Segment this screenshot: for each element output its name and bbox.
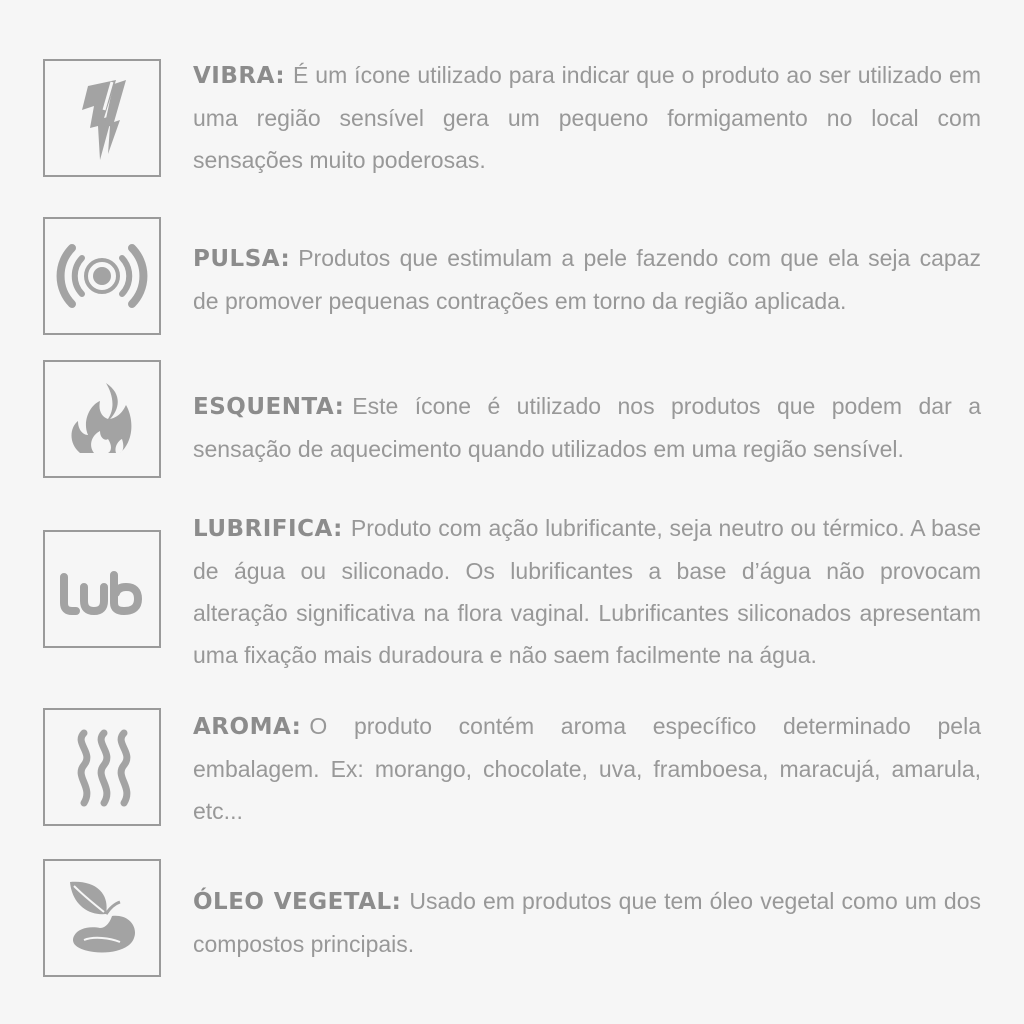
feature-label: VIBRA: [193,63,286,89]
feature-description [193,54,981,181]
feature-text: Usado em produtos que tem óleo vegetal como um dos compostos principais. [193,888,981,957]
icon-box [43,360,161,478]
lightning-icon [54,70,150,166]
feature-description [193,507,981,676]
feature-text: Produtos que estimulam a pele fazendo com que ela seja capaz de promover pequenas contrações em torno da região aplicada. [193,245,981,314]
feature-text: O produto contém aroma específico determinado pela embalagem. Ex: morango, chocolate, uva, framboesa, maracujá, amarula, etc... [193,713,981,824]
feature-label: ÓLEO VEGETAL: [193,889,402,915]
icon-box [43,859,161,977]
flame-icon [54,371,150,467]
feature-description [193,237,981,322]
feature-description [193,880,981,965]
feature-text: Produto com ação lubrificante, seja neutro ou térmico. A base de água ou siliconado. Os lubrificantes a base d’água não provocam alteração significativa na flora vaginal. Lubrificantes siliconados apresentam uma fixação mais duradoura e não saem facilmente na água. [193,515,981,668]
leaf-drop-icon [54,870,150,966]
pulse-waves-icon [54,228,150,324]
feature-label: AROMA: [193,714,302,740]
feature-description [193,705,981,832]
icon-box [43,217,161,335]
aroma-waves-icon [54,719,150,815]
feature-label: PULSA: [193,246,291,272]
icon-box [43,530,161,648]
feature-text: Este ícone é utilizado nos produtos que podem dar a sensação de aquecimento quando utilizados em uma região sensível. [193,393,981,462]
lub-icon [54,541,150,637]
feature-label: LUBRIFICA: [193,516,343,542]
icon-box [43,708,161,826]
feature-description [193,385,981,470]
icon-box [43,59,161,177]
feature-label: ESQUENTA: [193,394,345,420]
feature-text: É um ícone utilizado para indicar que o produto ao ser utilizado em uma região sensível gera um pequeno formigamento no local com sensações muito poderosas. [193,62,981,173]
